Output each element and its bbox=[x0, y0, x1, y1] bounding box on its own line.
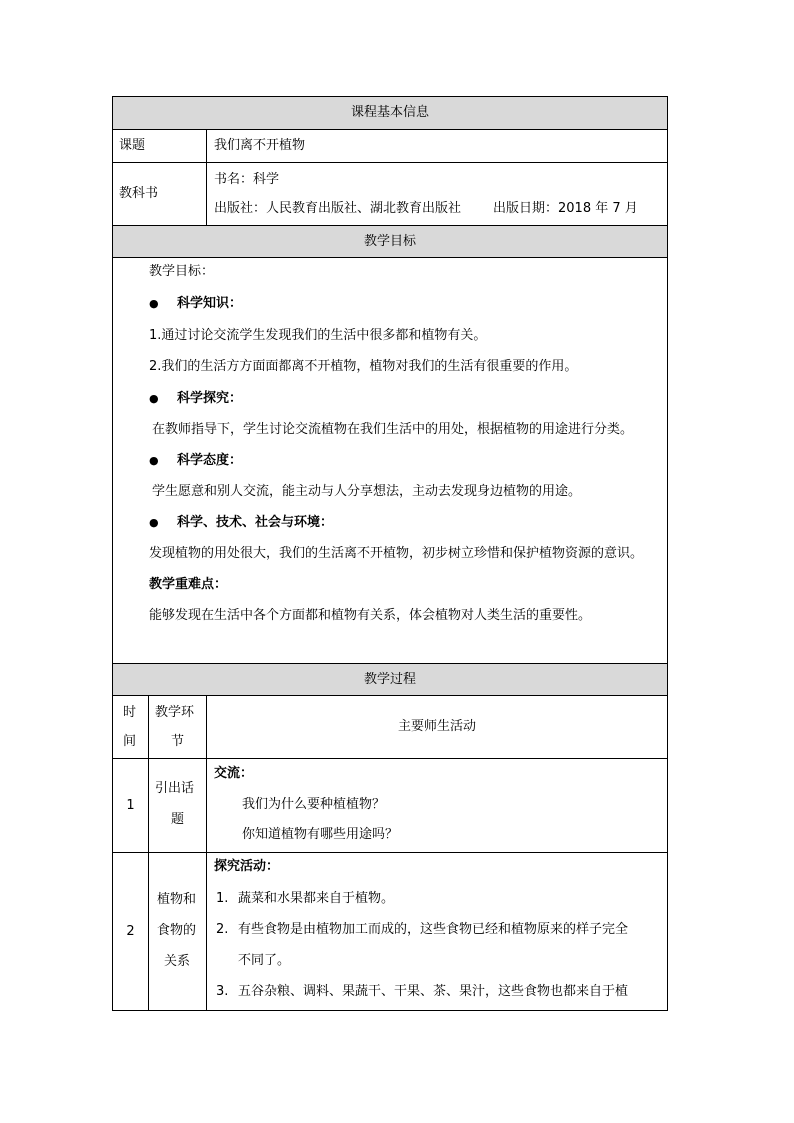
section-header-process bbox=[113, 664, 668, 696]
knowledge-title: 科学知识： bbox=[177, 296, 243, 311]
objectives-intro: 教学目标： bbox=[149, 264, 215, 279]
knowledge-item-2: 2.我们的生活方方面面都离不开植物，植物对我们的生活有很重要的作用。 bbox=[149, 359, 578, 374]
sts-title: 科学、技术、社会与环境： bbox=[177, 515, 334, 530]
row-stage-text: 植物和 bbox=[157, 892, 197, 907]
row-activity-cell bbox=[207, 853, 668, 1011]
activity-line: 我们为什么要种植植物？ bbox=[242, 797, 386, 812]
bullet-icon: ● bbox=[149, 297, 159, 310]
section-header-basic-info bbox=[113, 97, 668, 130]
row-time: 2 bbox=[126, 923, 135, 939]
column-header-time bbox=[113, 696, 149, 759]
row-time-cell bbox=[113, 853, 149, 1011]
column-header-text: 间 bbox=[123, 734, 137, 749]
bullet-icon: ● bbox=[149, 516, 159, 529]
publisher: 出版社：人民教育出版社、湖北教育出版社 bbox=[214, 201, 462, 216]
column-header-text: 教学环 bbox=[155, 705, 195, 720]
section-title: 课程基本信息 bbox=[350, 105, 429, 120]
column-header-text: 节 bbox=[171, 734, 185, 749]
bullet-icon: ● bbox=[149, 392, 159, 405]
attitude-text: 学生愿意和别人交流，能主动与人分享想法，主动去发现身边植物的用途。 bbox=[152, 484, 582, 499]
activity-item-text: 不同了。 bbox=[238, 953, 291, 968]
inquiry-title: 科学探究： bbox=[177, 391, 243, 406]
textbook-value-cell bbox=[207, 163, 668, 226]
textbook-label: 教科书 bbox=[119, 186, 159, 201]
row-time-cell bbox=[113, 759, 149, 853]
attitude-title: 科学态度： bbox=[177, 453, 243, 468]
row-time: 1 bbox=[126, 797, 135, 813]
section-title: 教学目标 bbox=[363, 233, 416, 249]
row-stage-text: 引出话 bbox=[155, 781, 195, 796]
topic-label: 课题 bbox=[119, 138, 146, 153]
row-stage-text: 关系 bbox=[164, 954, 191, 969]
activity-item-text: 五谷杂粮、调料、果蔬干、干果、茶、果汁，这些食物也都来自于植 bbox=[238, 984, 629, 999]
knowledge-item-1: 1.通过讨论交流学生发现我们的生活中很多都和植物有关。 bbox=[149, 328, 487, 343]
section-title: 教学过程 bbox=[363, 671, 416, 687]
topic-label-cell bbox=[113, 130, 207, 163]
activity-item-text: 蔬菜和水果都来自于植物。 bbox=[238, 891, 395, 906]
row-stage-cell bbox=[149, 853, 207, 1011]
row-stage-cell bbox=[149, 759, 207, 853]
textbook-label-cell bbox=[113, 163, 207, 226]
row-activity-cell bbox=[207, 759, 668, 853]
publication-date: 出版日期：2018 年 7 月 bbox=[493, 201, 638, 216]
row-stage-text: 题 bbox=[171, 812, 185, 827]
section-header-objectives bbox=[113, 226, 668, 258]
book-name: 书名：科学 bbox=[214, 172, 280, 187]
topic-value-cell bbox=[207, 130, 668, 163]
activity-title: 交流： bbox=[214, 766, 254, 781]
column-header-stage bbox=[149, 696, 207, 759]
column-header-text: 时 bbox=[123, 705, 137, 720]
activity-item-number: 2. bbox=[216, 922, 229, 937]
activity-item-text: 有些食物是由植物加工而成的，这些食物已经和植物原来的样子完全 bbox=[238, 922, 629, 937]
key-points-title: 教学重难点： bbox=[149, 577, 228, 592]
topic-value: 我们离不开植物 bbox=[214, 138, 306, 153]
column-header-activity bbox=[207, 696, 668, 759]
activity-line: 你知道植物有哪些用途吗？ bbox=[242, 827, 399, 842]
lesson-plan-table bbox=[112, 96, 668, 1011]
activity-item-number: 3. bbox=[216, 984, 229, 999]
row-stage-text: 食物的 bbox=[157, 923, 197, 938]
sts-text: 发现植物的用处很大，我们的生活离不开植物，初步树立珍惜和保护植物资源的意识。 bbox=[149, 546, 644, 561]
inquiry-text: 在教师指导下，学生讨论交流植物在我们生活中的用处，根据植物的用途进行分类。 bbox=[152, 422, 634, 437]
activity-item-number: 1. bbox=[216, 891, 229, 906]
column-header-text: 主要师生活动 bbox=[397, 719, 476, 734]
key-points-text: 能够发现在生活中各个方面都和植物有关系，体会植物对人类生活的重要性。 bbox=[149, 608, 592, 623]
objectives-body bbox=[113, 258, 668, 664]
activity-title: 探究活动： bbox=[214, 859, 280, 874]
bullet-icon: ● bbox=[149, 454, 159, 467]
